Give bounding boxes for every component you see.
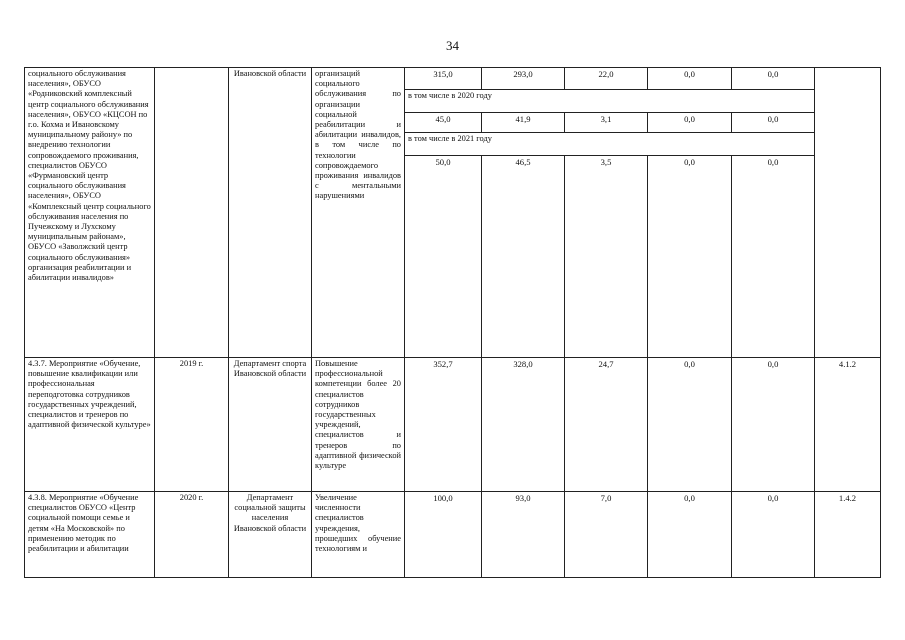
value-local: 0,0	[648, 113, 732, 133]
table-row	[25, 492, 881, 578]
value-total: 100,0	[405, 492, 482, 578]
table-row	[25, 358, 881, 492]
value-other: 0,0	[732, 156, 815, 358]
value-other: 0,0	[732, 492, 815, 578]
year-cell: 2020 г.	[155, 492, 229, 578]
value-regional: 3,5	[565, 156, 648, 358]
value-federal: 293,0	[482, 68, 565, 90]
subyear-note: в том числе в 2021 году	[405, 133, 815, 156]
value-total: 50,0	[405, 156, 482, 358]
year-cell	[155, 68, 229, 358]
value-total: 352,7	[405, 358, 482, 492]
value-federal: 328,0	[482, 358, 565, 492]
value-local: 0,0	[648, 68, 732, 90]
measure-name-cell: социального обслуживания населения», ОБУСО «Родниковский комплексный центр социального обслуживания населения», ОБУСО «КЦСОН по г.о. Кохма и Ивановскому муниципальному району» по внедрению технологии сопровождаемого проживания, специалистов ОБУСО «Фурмановский центр социального обслуживания населения», ОБУСО «Комплексный центр социального обслуживания населения по Пучежскому и Лухскому муниципальным районам», ОБУСО «Заволжский центр социального обслуживания» организация реабилитации и абилитации инвалидов»	[25, 68, 155, 358]
indicator-cell: 4.1.2	[815, 358, 881, 492]
indicator-cell: 1.4.2	[815, 492, 881, 578]
result-cell: организаций социального обслуживания по организации социальной реабилитации и абилитации инвалидов, в том числе по технологии сопровождаемого проживания инвалидов с ментальными нарушениями	[312, 68, 405, 358]
value-local: 0,0	[648, 358, 732, 492]
executor-cell: Ивановской области	[229, 68, 312, 358]
value-other: 0,0	[732, 358, 815, 492]
executor-cell: Департамент спорта Ивановской области	[229, 358, 312, 492]
value-local: 0,0	[648, 492, 732, 578]
value-federal: 93,0	[482, 492, 565, 578]
measure-name-cell: 4.3.8. Мероприятие «Обучение специалистов ОБУСО «Центр социальной помощи семье и детям «На Московской» по применению методик по реабилитации и абилитации	[25, 492, 155, 578]
subyear-note: в том числе в 2020 году	[405, 90, 815, 113]
value-regional: 22,0	[565, 68, 648, 90]
value-regional: 7,0	[565, 492, 648, 578]
value-local: 0,0	[648, 156, 732, 358]
value-regional: 3,1	[565, 113, 648, 133]
result-cell: Повышение профессиональной компетенции более 20 специалистов сотрудников государственных учреждений, специалистов и тренеров по адаптивной физической культуре	[312, 358, 405, 492]
measures-table	[24, 67, 881, 578]
value-regional: 24,7	[565, 358, 648, 492]
value-federal: 46,5	[482, 156, 565, 358]
executor-cell: Департамент социальной защиты населения Ивановской области	[229, 492, 312, 578]
value-other: 0,0	[732, 68, 815, 90]
page-number: 34	[446, 38, 459, 53]
result-cell: Увеличение численности специалистов учреждения, прошедших обучение технологиям и	[312, 492, 405, 578]
value-federal: 41,9	[482, 113, 565, 133]
value-total: 315,0	[405, 68, 482, 90]
table-row	[25, 68, 881, 90]
measure-name-cell: 4.3.7. Мероприятие «Обучение, повышение квалификации или профессиональная переподготовка сотрудников государственных учреждений, специалистов и тренеров по адаптивной физической культуре»	[25, 358, 155, 492]
value-other: 0,0	[732, 113, 815, 133]
year-cell: 2019 г.	[155, 358, 229, 492]
value-total: 45,0	[405, 113, 482, 133]
indicator-cell	[815, 68, 881, 358]
